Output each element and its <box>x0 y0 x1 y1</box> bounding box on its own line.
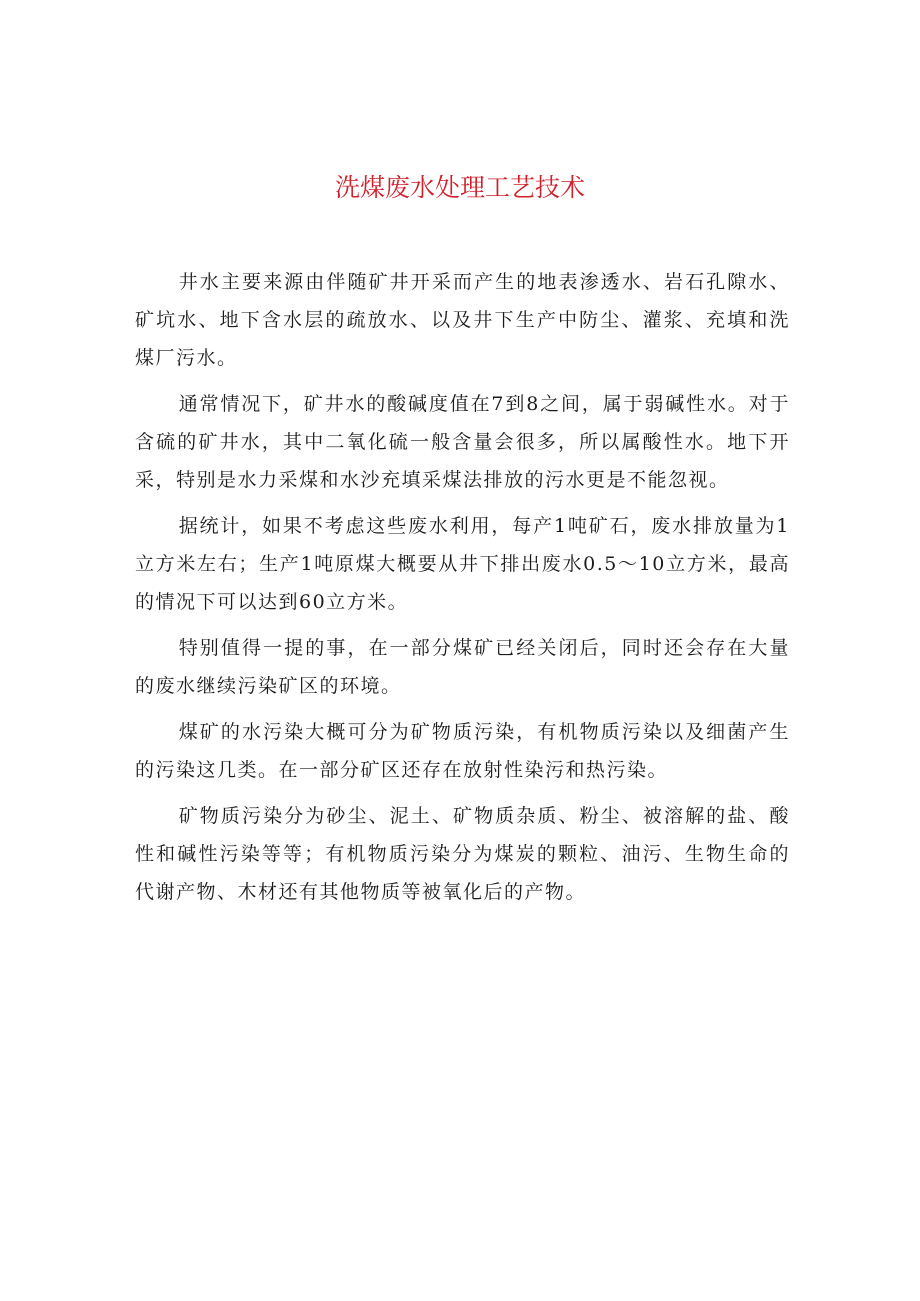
paragraph-3: 据统计，如果不考虑这些废水利用，每产1吨矿石，废水排放量为1立方米左右；生产1吨原煤大概要从井下排出废水0.5～10立方米，最高的情况下可以达到60立方米。 <box>135 515 790 613</box>
document-title: 洗煤废水处理工艺技术 <box>334 173 585 202</box>
paragraph-1: 井水主要来源由伴随矿井开采而产生的地表渗透水、岩石孔隙水、矿坑水、地下含水层的疏放水、以及井下生产中防尘、灌浆、充填和洗煤厂污水。 <box>135 271 790 369</box>
paragraph-4: 特别值得一提的事，在一部分煤矿已经关闭后，同时还会存在大量的废水继续污染矿区的环境。 <box>135 637 790 697</box>
document-body <box>135 263 790 919</box>
paragraph-5: 煤矿的水污染大概可分为矿物质污染，有机物质污染以及细菌产生的污染这几类。在一部分矿区还存在放射性染污和热污染。 <box>135 721 790 781</box>
paragraph-6: 矿物质污染分为砂尘、泥土、矿物质杂质、粉尘、被溶解的盐、酸性和碱性污染等等；有机物质污染分为煤炭的颗粒、油污、生物生命的代谢产物、木材还有其他物质等被氧化后的产物。 <box>135 805 790 903</box>
paragraph-2: 通常情况下，矿井水的酸碱度值在7到8之间，属于弱碱性水。对于含硫的矿井水，其中二氧化硫一般含量会很多，所以属酸性水。地下开采，特别是水力采煤和水沙充填采煤法排放的污水更是不能忽视。 <box>135 393 790 491</box>
